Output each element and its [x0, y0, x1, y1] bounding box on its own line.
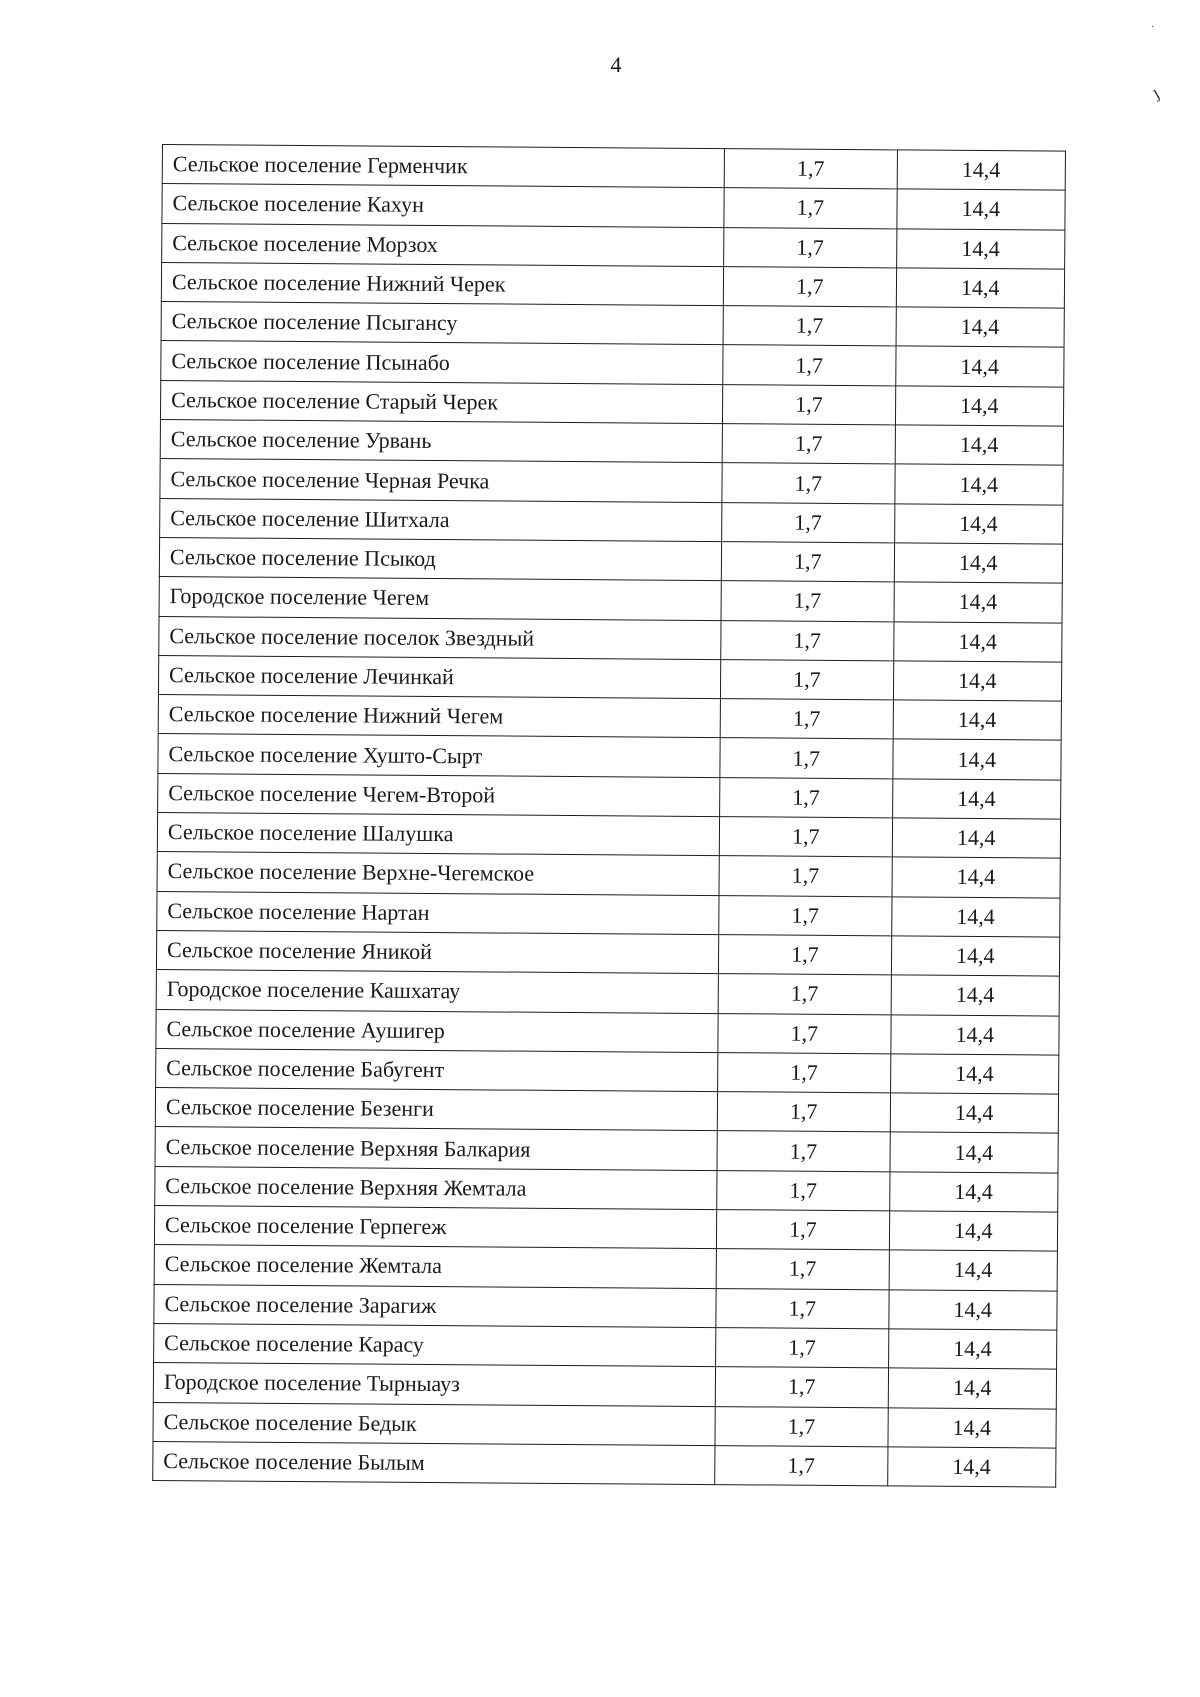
settlement-name-cell: Сельское поселение Безенги — [155, 1088, 717, 1131]
settlement-name-cell: Сельское поселение Морзох — [162, 223, 724, 266]
value-b-cell: 14,4 — [893, 621, 1062, 662]
table-row — [161, 341, 1064, 387]
value-b-cell: 14,4 — [889, 1250, 1058, 1291]
value-b-cell: 14,4 — [896, 307, 1065, 348]
value-b-cell: 14,4 — [891, 897, 1060, 938]
value-b-cell: 14,4 — [892, 779, 1061, 820]
table-row — [162, 145, 1065, 191]
value-a-cell: 1,7 — [719, 935, 892, 976]
value-b-cell: 14,4 — [892, 818, 1061, 859]
value-a-cell: 1,7 — [721, 542, 894, 583]
settlement-name-cell: Сельское поселение Черная Речка — [160, 459, 722, 502]
settlement-name-cell: Сельское поселение Верхняя Балкария — [155, 1127, 717, 1170]
value-a-cell: 1,7 — [721, 659, 894, 700]
table-row — [160, 498, 1063, 544]
settlement-name-cell: Сельское поселение Бабугент — [156, 1048, 718, 1091]
settlements-table — [152, 144, 1066, 1488]
value-a-cell: 1,7 — [724, 149, 897, 190]
value-a-cell: 1,7 — [722, 424, 895, 465]
table-row — [157, 852, 1060, 898]
table-row — [154, 1284, 1057, 1330]
settlement-name-cell: Сельское поселение Псынабо — [161, 341, 723, 384]
value-a-cell: 1,7 — [720, 699, 893, 740]
value-b-cell: 14,4 — [895, 386, 1064, 427]
settlement-name-cell: Сельское поселение Верхне-Чегемское — [157, 852, 719, 895]
value-b-cell: 14,4 — [887, 1407, 1056, 1448]
table-body — [153, 145, 1066, 1488]
value-a-cell: 1,7 — [724, 188, 897, 229]
value-b-cell: 14,4 — [896, 228, 1065, 269]
settlement-name-cell: Сельское поселение Бедык — [153, 1402, 715, 1445]
value-b-cell: 14,4 — [887, 1447, 1056, 1488]
value-b-cell: 14,4 — [891, 975, 1060, 1016]
settlement-name-cell: Сельское поселение Верхняя Жемтала — [155, 1166, 717, 1209]
value-a-cell: 1,7 — [717, 1092, 890, 1133]
value-a-cell: 1,7 — [721, 620, 894, 661]
table-row — [158, 695, 1061, 741]
settlement-name-cell: Сельское поселение Герменчик — [162, 145, 724, 188]
value-a-cell: 1,7 — [718, 1052, 891, 1093]
page-number: 4 — [610, 52, 622, 77]
value-a-cell: 1,7 — [720, 777, 893, 818]
value-b-cell: 14,4 — [895, 425, 1064, 466]
value-b-cell: 14,4 — [890, 1132, 1059, 1173]
value-a-cell: 1,7 — [724, 227, 897, 268]
table-row — [162, 184, 1065, 230]
value-a-cell: 1,7 — [723, 345, 896, 386]
settlement-name-cell: Сельское поселение Псыгансу — [161, 302, 723, 345]
value-b-cell: 14,4 — [890, 1054, 1059, 1095]
value-b-cell: 14,4 — [889, 1211, 1058, 1252]
settlement-name-cell: Сельское поселение Чегем-Второй — [158, 773, 720, 816]
scan-speck: · — [1151, 22, 1155, 33]
value-a-cell: 1,7 — [718, 974, 891, 1015]
table-row — [155, 1127, 1058, 1173]
value-a-cell: 1,7 — [719, 817, 892, 858]
value-b-cell: 14,4 — [896, 268, 1065, 309]
value-a-cell: 1,7 — [723, 267, 896, 308]
settlement-name-cell: Сельское поселение Шалушка — [157, 813, 719, 856]
table-row — [154, 1323, 1057, 1369]
table-row — [158, 734, 1061, 780]
settlement-name-cell: Сельское поселение Нартан — [157, 891, 719, 934]
settlement-name-cell: Сельское поселение Аушигер — [156, 1009, 718, 1052]
settlement-name-cell: Сельское поселение Нижний Черек — [161, 262, 723, 305]
value-b-cell: 14,4 — [891, 936, 1060, 977]
settlement-name-cell: Сельское поселение Хушто-Сырт — [158, 734, 720, 777]
value-b-cell: 14,4 — [892, 739, 1061, 780]
value-a-cell: 1,7 — [716, 1327, 889, 1368]
value-a-cell: 1,7 — [715, 1445, 888, 1486]
value-a-cell: 1,7 — [721, 581, 894, 622]
settlement-name-cell: Сельское поселение Карасу — [154, 1323, 716, 1366]
table-row — [158, 773, 1061, 819]
table-row — [155, 1166, 1058, 1212]
value-b-cell: 14,4 — [892, 857, 1061, 898]
settlement-name-cell: Сельское поселение поселок Звездный — [159, 616, 721, 659]
value-a-cell: 1,7 — [716, 1249, 889, 1290]
table-row — [156, 1048, 1059, 1094]
value-b-cell: 14,4 — [890, 1093, 1059, 1134]
table-row — [162, 223, 1065, 269]
table-row — [153, 1441, 1056, 1487]
value-b-cell: 14,4 — [893, 700, 1062, 741]
settlement-name-cell: Сельское поселение Лечинкай — [158, 655, 720, 698]
value-b-cell: 14,4 — [894, 582, 1063, 623]
table-row — [154, 1205, 1057, 1251]
value-b-cell: 14,4 — [897, 150, 1066, 191]
settlement-name-cell: Городское поселение Чегем — [159, 577, 721, 620]
table-row — [160, 420, 1063, 466]
value-b-cell: 14,4 — [895, 346, 1064, 387]
settlement-name-cell: Городское поселение Тырныауз — [153, 1363, 715, 1406]
table-row — [153, 1402, 1056, 1448]
settlement-name-cell: Сельское поселение Яникой — [156, 930, 718, 973]
table-row — [161, 302, 1064, 348]
value-a-cell: 1,7 — [717, 1210, 890, 1251]
table-row — [156, 1009, 1059, 1055]
table-row — [159, 577, 1062, 623]
value-a-cell: 1,7 — [720, 738, 893, 779]
value-b-cell: 14,4 — [888, 1289, 1057, 1330]
table-row — [160, 459, 1063, 505]
value-a-cell: 1,7 — [719, 856, 892, 897]
value-a-cell: 1,7 — [717, 1170, 890, 1211]
settlement-name-cell: Сельское поселение Былым — [153, 1441, 715, 1484]
table-row — [155, 1088, 1058, 1134]
settlement-name-cell: Сельское поселение Жемтала — [154, 1245, 716, 1288]
settlement-name-cell: Сельское поселение Шитхала — [160, 498, 722, 541]
value-b-cell: 14,4 — [888, 1368, 1057, 1409]
value-b-cell: 14,4 — [889, 1172, 1058, 1213]
value-a-cell: 1,7 — [715, 1367, 888, 1408]
table-row — [154, 1245, 1057, 1291]
settlement-name-cell: Сельское поселение Старый Черек — [160, 380, 722, 423]
table-row — [159, 537, 1062, 583]
value-b-cell: 14,4 — [896, 189, 1065, 230]
value-a-cell: 1,7 — [719, 895, 892, 936]
table-row — [157, 813, 1060, 859]
value-a-cell: 1,7 — [722, 502, 895, 543]
value-b-cell: 14,4 — [894, 504, 1063, 545]
value-b-cell: 14,4 — [894, 464, 1063, 505]
table-row — [153, 1363, 1056, 1409]
table-row — [157, 891, 1060, 937]
value-b-cell: 14,4 — [893, 661, 1062, 702]
value-a-cell: 1,7 — [723, 306, 896, 347]
table-row — [156, 930, 1059, 976]
value-b-cell: 14,4 — [894, 543, 1063, 584]
settlement-name-cell: Сельское поселение Нижний Чегем — [158, 695, 720, 738]
settlement-name-cell: Сельское поселение Кахун — [162, 184, 724, 227]
value-a-cell: 1,7 — [716, 1288, 889, 1329]
settlement-name-cell: Сельское поселение Псыкод — [159, 537, 721, 580]
settlement-name-cell: Сельское поселение Зарагиж — [154, 1284, 716, 1327]
settlement-name-cell: Сельское поселение Урвань — [160, 420, 722, 463]
settlement-name-cell: Городское поселение Кашхатау — [156, 970, 718, 1013]
settlement-name-cell: Сельское поселение Герпегеж — [154, 1205, 716, 1248]
value-b-cell: 14,4 — [888, 1329, 1057, 1370]
value-a-cell: 1,7 — [723, 384, 896, 425]
table-row — [159, 616, 1062, 662]
value-a-cell: 1,7 — [718, 1013, 891, 1054]
table-row — [158, 655, 1061, 701]
value-a-cell: 1,7 — [715, 1406, 888, 1447]
table-row — [156, 970, 1059, 1016]
table-row — [161, 262, 1064, 308]
value-a-cell: 1,7 — [722, 463, 895, 504]
scan-mark: ȷ — [1148, 82, 1163, 102]
value-b-cell: 14,4 — [890, 1014, 1059, 1055]
table-row — [160, 380, 1063, 426]
value-a-cell: 1,7 — [717, 1131, 890, 1172]
